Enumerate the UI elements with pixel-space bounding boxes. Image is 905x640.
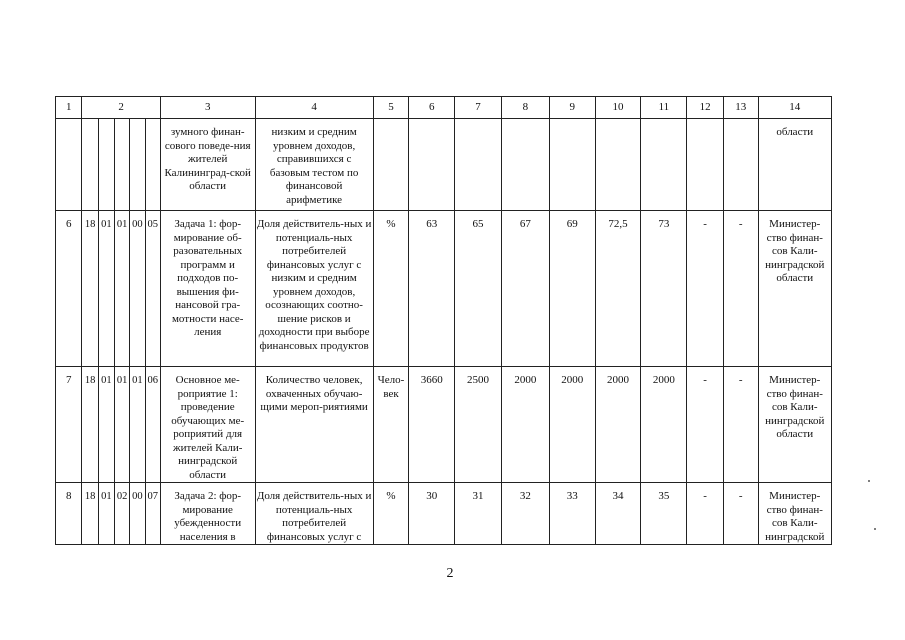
code-cell: 01: [98, 367, 114, 483]
value-cell: 32: [501, 483, 549, 545]
unit-cell: [373, 119, 409, 211]
name-cell: Задача 1: фор-мирование об-разовательных программ и подходов по-вышения фи-нансовой гра-мотности насе-ления: [160, 211, 255, 367]
row-number-cell: [56, 119, 82, 211]
value-cell: -: [723, 211, 758, 367]
value-cell: [723, 119, 758, 211]
code-cell: [130, 119, 145, 211]
executor-cell: Министер-ство финан-сов Кали-нинградской области: [758, 367, 831, 483]
code-cell: 01: [115, 211, 130, 367]
code-cell: [82, 119, 98, 211]
code-cell: 01: [130, 367, 145, 483]
header-cell: 5: [373, 97, 409, 119]
value-cell: 2000: [501, 367, 549, 483]
value-cell: 35: [641, 483, 687, 545]
header-cell: 9: [549, 97, 595, 119]
code-cell: [115, 119, 130, 211]
code-cell: 00: [130, 483, 145, 545]
value-cell: [641, 119, 687, 211]
executor-cell: области: [758, 119, 831, 211]
header-cell: 7: [455, 97, 502, 119]
header-cell: 3: [160, 97, 255, 119]
value-cell: 31: [455, 483, 502, 545]
value-cell: 2000: [549, 367, 595, 483]
page-number: 2: [446, 566, 454, 581]
row-number-cell: 8: [56, 483, 82, 545]
code-cell: 18: [82, 211, 98, 367]
scan-speck: [868, 480, 870, 482]
header-cell: 6: [409, 97, 455, 119]
code-cell: 18: [82, 367, 98, 483]
header-cell: 10: [595, 97, 641, 119]
name-cell: зумного финан-сового поведе-ния жителей Калининград-ской области: [160, 119, 255, 211]
executor-cell: Министер-ство финан-сов Кали-нинградской: [758, 483, 831, 545]
value-cell: 30: [409, 483, 455, 545]
value-cell: -: [687, 483, 724, 545]
indicator-cell: низким и средним уровнем доходов, справившихся с базовым тестом по финансовой арифметике: [255, 119, 373, 211]
header-cell: 8: [501, 97, 549, 119]
value-cell: -: [687, 211, 724, 367]
indicator-cell: Доля действитель-ных и потенциаль-ных потребителей финансовых услуг с: [255, 483, 373, 545]
code-cell: 07: [145, 483, 160, 545]
code-cell: 06: [145, 367, 160, 483]
value-cell: 3660: [409, 367, 455, 483]
table-row: [56, 483, 832, 545]
row-number-cell: 6: [56, 211, 82, 367]
code-cell: 01: [98, 211, 114, 367]
code-cell: 00: [130, 211, 145, 367]
indicator-cell: Количество человек, охваченных обучаю-щими мероп-риятиями: [255, 367, 373, 483]
header-cell: 14: [758, 97, 831, 119]
value-cell: -: [723, 483, 758, 545]
code-cell: 01: [98, 483, 114, 545]
header-cell: 2: [82, 97, 160, 119]
value-cell: [595, 119, 641, 211]
row-number-cell: 7: [56, 367, 82, 483]
value-cell: 65: [455, 211, 502, 367]
value-cell: 33: [549, 483, 595, 545]
value-cell: 2000: [595, 367, 641, 483]
value-cell: -: [723, 367, 758, 483]
scan-speck: [874, 528, 876, 530]
header-cell: 13: [723, 97, 758, 119]
value-cell: [409, 119, 455, 211]
name-cell: Основное ме-роприятие 1: проведение обучающих ме-роприятий для жителей Кали-нинградской области: [160, 367, 255, 483]
value-cell: [549, 119, 595, 211]
value-cell: 67: [501, 211, 549, 367]
value-cell: 72,5: [595, 211, 641, 367]
code-cell: 01: [115, 367, 130, 483]
executor-cell: Министер-ство финан-сов Кали-нинградской области: [758, 211, 831, 367]
table-row: [56, 367, 832, 483]
value-cell: 63: [409, 211, 455, 367]
value-cell: 69: [549, 211, 595, 367]
unit-cell: %: [373, 483, 409, 545]
unit-cell: %: [373, 211, 409, 367]
code-cell: 18: [82, 483, 98, 545]
code-cell: [145, 119, 160, 211]
header-row: [56, 97, 832, 119]
value-cell: [455, 119, 502, 211]
name-cell: Задача 2: фор-мирование убежденности населения в: [160, 483, 255, 545]
value-cell: -: [687, 367, 724, 483]
code-cell: [98, 119, 114, 211]
value-cell: [501, 119, 549, 211]
header-cell: 4: [255, 97, 373, 119]
value-cell: 34: [595, 483, 641, 545]
header-cell: 11: [641, 97, 687, 119]
value-cell: 2000: [641, 367, 687, 483]
unit-cell: Чело-век: [373, 367, 409, 483]
table-row: [56, 211, 832, 367]
value-cell: [687, 119, 724, 211]
value-cell: 2500: [455, 367, 502, 483]
header-cell: 1: [56, 97, 82, 119]
table-row: [56, 119, 832, 211]
code-cell: 05: [145, 211, 160, 367]
code-cell: 02: [115, 483, 130, 545]
data-table: [55, 96, 832, 545]
value-cell: 73: [641, 211, 687, 367]
header-cell: 12: [687, 97, 724, 119]
indicator-cell: Доля действитель-ных и потенциаль-ных потребителей финансовых услуг с низким и средним уровнем доходов, осознающих соотно-шение рисков и доходности при выборе финансовых продуктов: [255, 211, 373, 367]
